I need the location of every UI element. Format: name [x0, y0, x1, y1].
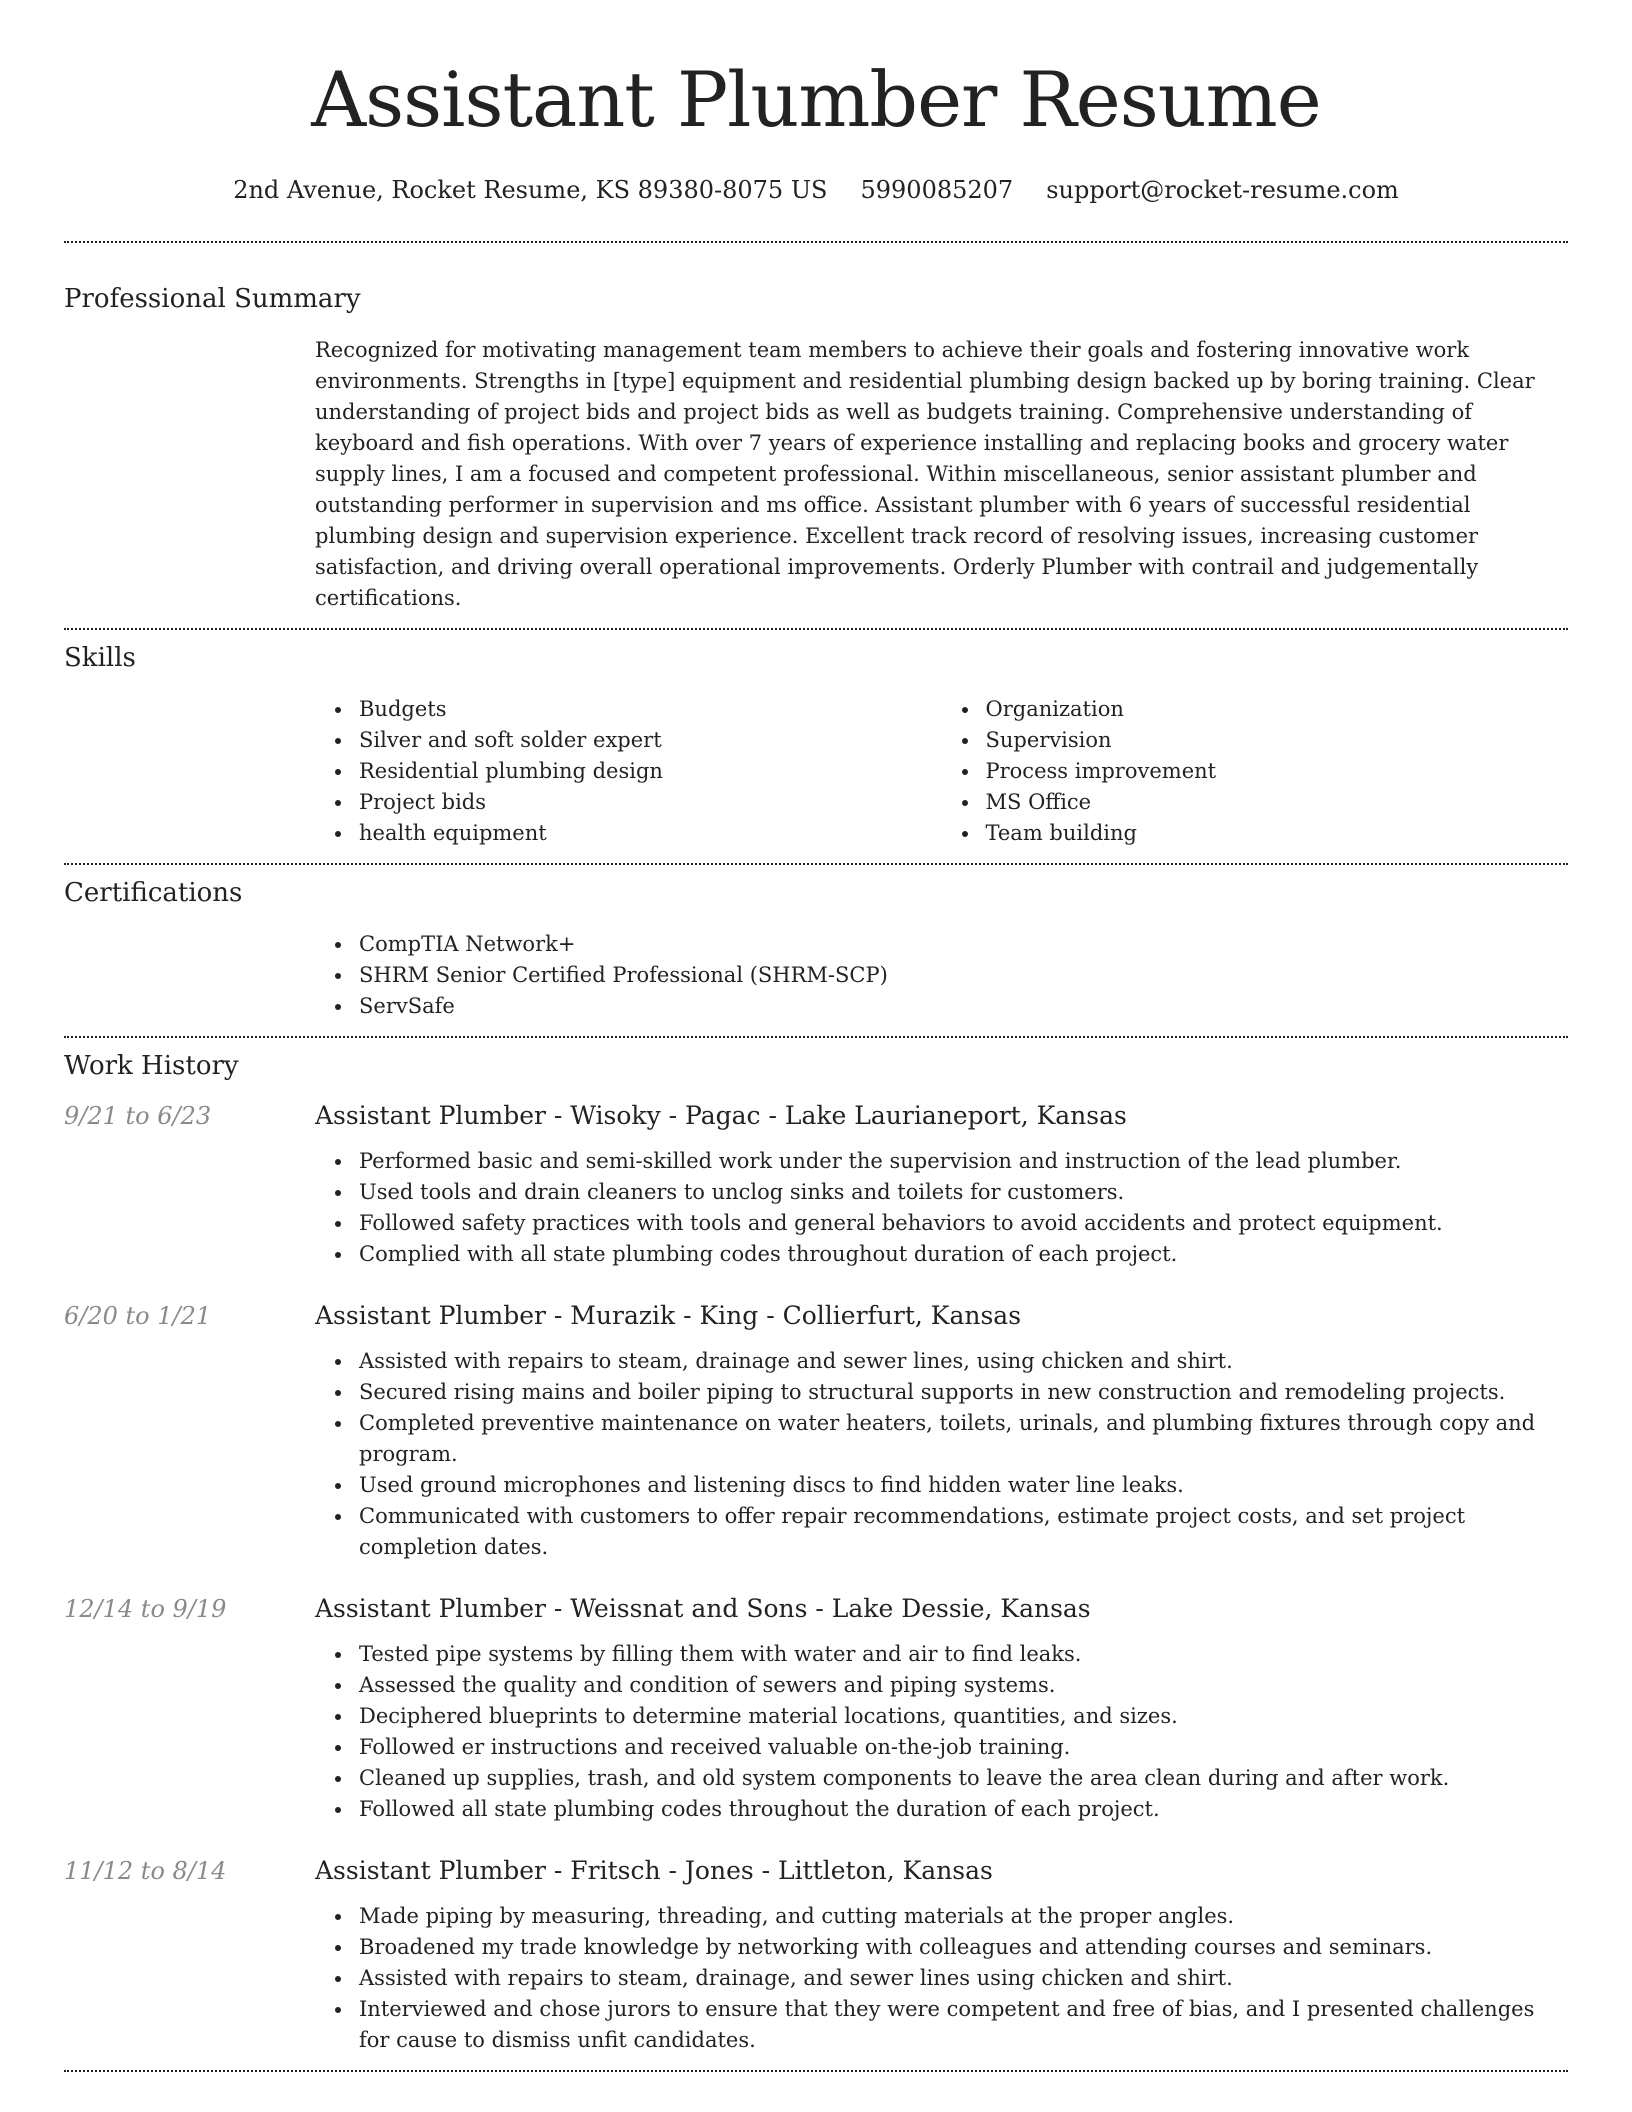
work-history-list	[64, 1098, 1568, 2056]
divider	[64, 863, 1568, 865]
skill-item: MS Office	[986, 787, 1569, 818]
job-dates: 12/14 to 9/19	[64, 1595, 227, 1623]
job-title: Assistant Plumber - Fritsch - Jones - Littleton, Kansas	[315, 1856, 993, 1885]
job-bullets	[315, 1346, 1568, 1563]
summary-text: Recognized for motivating management team members to achieve their goals and fostering innovative work environments. Strengths in [type] equipment and residential plumbing design backed up by boring training. Clear understanding of project bids and project bids as well as budgets training. Comprehensive understanding of keyboard and fish operations. With over 7 years of experience installing and replacing books and grocery water supply lines, I am a focused and competent professional. Within miscellaneous, senior assistant plumber and outstanding performer in supervision and ms office. Assistant plumber with 6 years of successful residential plumbing design and supervision experience. Excellent track record of resolving issues, increasing customer satisfaction, and driving overall operational improvements. Orderly Plumber with contrail and judgementally certifications.	[315, 338, 1535, 610]
job-details	[315, 1298, 1568, 1563]
job-title: Assistant Plumber - Weissnat and Sons - Lake Dessie, Kansas	[315, 1594, 1091, 1623]
job-bullets	[315, 1146, 1568, 1270]
job-bullet: Performed basic and semi-skilled work under the supervision and instruction of the lead plumber.	[359, 1146, 1568, 1177]
job-bullet: Complied with all state plumbing codes throughout duration of each project.	[359, 1239, 1568, 1270]
job-bullet: Deciphered blueprints to determine material locations, quantities, and sizes.	[359, 1701, 1568, 1732]
divider	[64, 628, 1568, 630]
job-bullet: Interviewed and chose jurors to ensure that they were competent and free of bias, and I presented challenges for cause to dismiss unfit candidates.	[359, 1994, 1568, 2056]
job-bullets	[315, 1639, 1568, 1825]
job-title: Assistant Plumber - Murazik - King - Collierfurt, Kansas	[315, 1301, 1022, 1330]
skill-item: Organization	[986, 694, 1569, 725]
job-bullet: Used ground microphones and listening discs to find hidden water line leaks.	[359, 1470, 1568, 1501]
job-bullet: Made piping by measuring, threading, and cutting materials at the proper angles.	[359, 1901, 1568, 1932]
job-bullet: Followed all state plumbing codes throughout the duration of each project.	[359, 1794, 1568, 1825]
skills-list-right	[942, 694, 1569, 849]
job-dates: 6/20 to 1/21	[64, 1302, 212, 1330]
job-title: Assistant Plumber - Wisoky - Pagac - Lake Laurianeport, Kansas	[315, 1101, 1127, 1130]
divider	[64, 1036, 1568, 1038]
job-entry	[64, 1591, 1568, 1825]
resume-title: Assistant Plumber Resume	[311, 55, 1321, 144]
skills-list-left	[315, 694, 942, 849]
job-details	[315, 1098, 1568, 1270]
job-bullet: Used tools and drain cleaners to unclog sinks and toilets for customers.	[359, 1177, 1568, 1208]
certification-item: ServSafe	[359, 991, 1568, 1022]
job-bullet: Assessed the quality and condition of sewers and piping systems.	[359, 1670, 1568, 1701]
job-details	[315, 1591, 1568, 1825]
summary-body	[315, 335, 1568, 614]
contact-address: 2nd Avenue, Rocket Resume, KS 89380-8075 US	[233, 176, 828, 204]
divider	[64, 2070, 1568, 2072]
resume-page	[64, 0, 1568, 2072]
certifications-body	[315, 929, 1568, 1022]
skill-item: Budgets	[359, 694, 942, 725]
skill-item: health equipment	[359, 818, 942, 849]
certifications-heading: Certifications	[64, 878, 243, 908]
skills-heading: Skills	[64, 643, 136, 673]
job-bullet: Completed preventive maintenance on water heaters, toilets, urinals, and plumbing fixtures through copy and program.	[359, 1408, 1568, 1470]
job-entry	[64, 1098, 1568, 1270]
job-details	[315, 1853, 1568, 2056]
contact-phone: 5990085207	[860, 176, 1014, 204]
contact-line	[64, 172, 1568, 208]
job-dates: 9/21 to 6/23	[64, 1102, 212, 1130]
job-bullet: Followed safety practices with tools and general behaviors to avoid accidents and protect equipment.	[359, 1208, 1568, 1239]
job-bullet: Broadened my trade knowledge by networking with colleagues and attending courses and seminars.	[359, 1932, 1568, 1963]
job-bullet: Assisted with repairs to steam, drainage and sewer lines, using chicken and shirt.	[359, 1346, 1568, 1377]
certifications-list	[315, 929, 1568, 1022]
skill-item: Silver and soft solder expert	[359, 725, 942, 756]
job-bullet: Secured rising mains and boiler piping to structural supports in new construction and remodeling projects.	[359, 1377, 1568, 1408]
work-history-heading: Work History	[64, 1051, 239, 1081]
skill-item: Process improvement	[986, 756, 1569, 787]
summary-heading: Professional Summary	[64, 284, 361, 314]
job-bullet: Assisted with repairs to steam, drainage, and sewer lines using chicken and shirt.	[359, 1963, 1568, 1994]
job-dates: 11/12 to 8/14	[64, 1857, 227, 1885]
certification-item: SHRM Senior Certified Professional (SHRM-SCP)	[359, 960, 1568, 991]
contact-email[interactable]: support@rocket-resume.com	[1046, 176, 1399, 204]
job-bullet: Cleaned up supplies, trash, and old system components to leave the area clean during and after work.	[359, 1763, 1568, 1794]
skill-item: Residential plumbing design	[359, 756, 942, 787]
job-bullet: Communicated with customers to offer repair recommendations, estimate project costs, and set project completion dates.	[359, 1501, 1568, 1563]
certification-item: CompTIA Network+	[359, 929, 1568, 960]
divider	[64, 241, 1568, 243]
job-bullet: Tested pipe systems by filling them with water and air to find leaks.	[359, 1639, 1568, 1670]
job-entry	[64, 1853, 1568, 2056]
job-bullet: Followed er instructions and received valuable on-the-job training.	[359, 1732, 1568, 1763]
skill-item: Supervision	[986, 725, 1569, 756]
skill-item: Team building	[986, 818, 1569, 849]
job-entry	[64, 1298, 1568, 1563]
skills-grid	[315, 694, 1568, 849]
skill-item: Project bids	[359, 787, 942, 818]
job-bullets	[315, 1901, 1568, 2056]
